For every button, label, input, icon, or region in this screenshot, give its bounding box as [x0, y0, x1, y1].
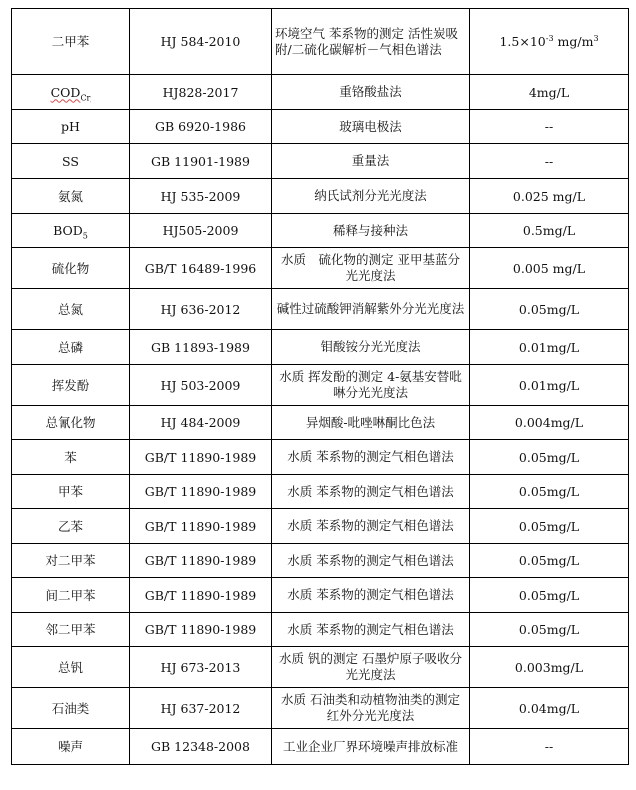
limit-cell: 0.05mg/L	[470, 544, 629, 578]
item-cell: 总氮	[12, 289, 130, 330]
table-row	[12, 440, 629, 475]
standard-cell: GB/T 11890-1989	[130, 440, 272, 475]
method-cell: 纳氏试剂分光光度法	[272, 179, 470, 214]
item-cell: 硫化物	[12, 248, 130, 289]
method-cell: 水质 石油类和动植物油类的测定 红外分光光度法	[272, 688, 470, 729]
item-cell: 苯	[12, 440, 130, 475]
table-row	[12, 475, 629, 509]
item-cell: 乙苯	[12, 509, 130, 544]
item-cell: 总氰化物	[12, 406, 130, 440]
method-cell: 工业企业厂界环境噪声排放标准	[272, 729, 470, 765]
item-cell: pH	[12, 110, 130, 144]
item-cell: 氨氮	[12, 179, 130, 214]
limit-cell: 0.01mg/L	[470, 330, 629, 365]
limit-cell: 0.05mg/L	[470, 475, 629, 509]
standard-cell: GB 12348-2008	[130, 729, 272, 765]
table-row	[12, 544, 629, 578]
monitoring-methods-table	[11, 8, 629, 765]
item-cell: SS	[12, 144, 130, 179]
standard-cell: GB 11901-1989	[130, 144, 272, 179]
standard-cell: GB/T 11890-1989	[130, 509, 272, 544]
method-cell: 玻璃电极法	[272, 110, 470, 144]
item-cell: 邻二甲苯	[12, 613, 130, 647]
method-cell: 水质 挥发酚的测定 4-氨基安替吡啉分光光度法	[272, 365, 470, 406]
item-cell: 间二甲苯	[12, 578, 130, 613]
method-cell: 稀释与接种法	[272, 214, 470, 248]
item-cell: 甲苯	[12, 475, 130, 509]
standard-cell: GB/T 11890-1989	[130, 475, 272, 509]
limit-cell: 0.003mg/L	[470, 647, 629, 688]
standard-cell: HJ828-2017	[130, 75, 272, 110]
method-cell: 水质 硫化物的测定 亚甲基蓝分光光度法	[272, 248, 470, 289]
standard-cell: HJ 484-2009	[130, 406, 272, 440]
standard-cell: HJ 584-2010	[130, 9, 272, 75]
table-row	[12, 365, 629, 406]
method-cell: 重铬酸盐法	[272, 75, 470, 110]
item-cell: 噪声	[12, 729, 130, 765]
table-row	[12, 688, 629, 729]
item-cell: $BOD_5$	[12, 214, 130, 248]
limit-cell: --	[470, 729, 629, 765]
item-cell: 总磷	[12, 330, 130, 365]
method-cell: 水质 苯系物的测定气相色谱法	[272, 578, 470, 613]
item-cell: 挥发酚	[12, 365, 130, 406]
table-row	[12, 179, 629, 214]
limit-cell: 0.5mg/L	[470, 214, 629, 248]
method-cell: 环境空气 苯系物的测定 活性炭吸附/二硫化碳解析－气相色谱法	[272, 9, 470, 75]
item-cell: 总钒	[12, 647, 130, 688]
method-cell: 水质 苯系物的测定气相色谱法	[272, 475, 470, 509]
limit-cell: 0.05mg/L	[470, 440, 629, 475]
limit-cell: 0.05mg/L	[470, 613, 629, 647]
method-cell: 水质 苯系物的测定气相色谱法	[272, 440, 470, 475]
table-row	[12, 729, 629, 765]
standard-cell: HJ 637-2012	[130, 688, 272, 729]
standard-cell: GB/T 11890-1989	[130, 578, 272, 613]
limit-cell: 0.05mg/L	[470, 289, 629, 330]
item-cell: 石油类	[12, 688, 130, 729]
limit-cell: 0.01mg/L	[470, 365, 629, 406]
table-row	[12, 75, 629, 110]
limit-cell: 0.025 mg/L	[470, 179, 629, 214]
table-row	[12, 509, 629, 544]
method-cell: 异烟酸-吡唑啉酮比色法	[272, 406, 470, 440]
standard-cell: HJ 503-2009	[130, 365, 272, 406]
table-row	[12, 110, 629, 144]
method-cell: 水质 苯系物的测定气相色谱法	[272, 509, 470, 544]
item-cell: 对二甲苯	[12, 544, 130, 578]
limit-cell: --	[470, 110, 629, 144]
table-row	[12, 214, 629, 248]
table-row	[12, 613, 629, 647]
standard-cell: HJ 673-2013	[130, 647, 272, 688]
method-cell: 水质 苯系物的测定气相色谱法	[272, 544, 470, 578]
standard-cell: HJ 535-2009	[130, 179, 272, 214]
method-cell: 重量法	[272, 144, 470, 179]
limit-cell: 0.05mg/L	[470, 509, 629, 544]
table-row	[12, 289, 629, 330]
table-row	[12, 406, 629, 440]
standard-cell: HJ505-2009	[130, 214, 272, 248]
table-row	[12, 330, 629, 365]
standard-cell: GB 6920-1986	[130, 110, 272, 144]
table-row	[12, 9, 629, 75]
table-row	[12, 578, 629, 613]
standard-cell: HJ 636-2012	[130, 289, 272, 330]
item-cell: $COD_{Cr}$	[12, 75, 130, 110]
document-page	[11, 8, 628, 765]
limit-cell: 0.005 mg/L	[470, 248, 629, 289]
method-cell: 钼酸铵分光光度法	[272, 330, 470, 365]
limit-cell: $1.5\times 10^{-3}$ $mg/m^3$	[470, 9, 629, 75]
table-row	[12, 248, 629, 289]
standard-cell: GB 11893-1989	[130, 330, 272, 365]
limit-cell: 0.04mg/L	[470, 688, 629, 729]
standard-cell: GB/T 11890-1989	[130, 544, 272, 578]
method-cell: 水质 钒的测定 石墨炉原子吸收分光光度法	[272, 647, 470, 688]
method-cell: 水质 苯系物的测定气相色谱法	[272, 613, 470, 647]
limit-cell: 0.05mg/L	[470, 578, 629, 613]
standard-cell: GB/T 16489-1996	[130, 248, 272, 289]
limit-cell: 4mg/L	[470, 75, 629, 110]
table-row	[12, 144, 629, 179]
limit-cell: --	[470, 144, 629, 179]
standard-cell: GB/T 11890-1989	[130, 613, 272, 647]
table-row	[12, 647, 629, 688]
limit-cell: 0.004mg/L	[470, 406, 629, 440]
item-cell: 二甲苯	[12, 9, 130, 75]
method-cell: 碱性过硫酸钾消解紫外分光光度法	[272, 289, 470, 330]
